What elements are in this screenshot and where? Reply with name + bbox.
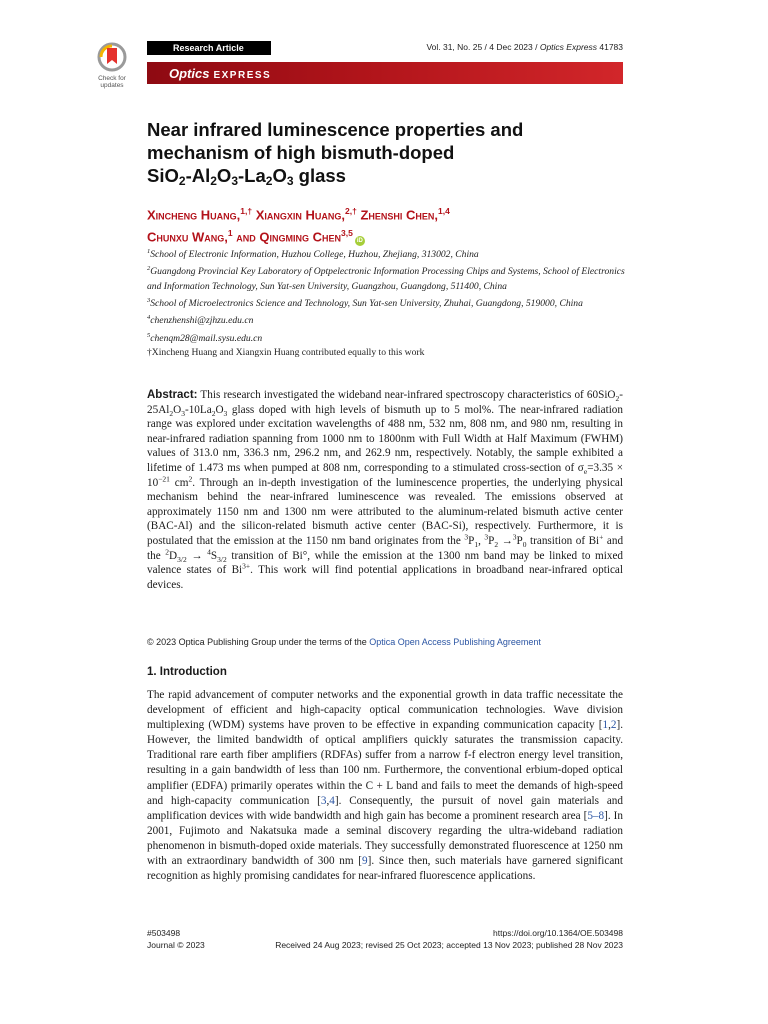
introduction-body: The rapid advancement of computer networks and the exponential growth in data traffic necessitate the development of efficient and high-capacity optical communication technologies. Wave division multiplexing (WDM) systems have proven to be effective in expanding communication capacity [1,2]. However, the limited bandwidth of optical amplifiers quickly saturates the transmission capacity. Traditional rare earth fiber amplifiers (RDFAs) suffer from a narrow f-f electron energy level transition, resulting in a gain bandwidth of less than 100 nm. Furthermore, the conventional erbium-doped optical amplifier (EDFA) primarily operates within the C + L band and fails to meet the demands of high-speed and high-capacity communication [3,4]. Consequently, the pursuit of novel gain materials and amplification devices with wide bandwidth and high gain has become a prominent research area [5–8]. In 2001, Fujimoto and Nakatsuka made a seminal discovery regarding the ultra-wideband radiation phenomenon in bismuth-doped oxide materials. They successfully demonstrated fluorescence at 1250 nm with an extraordinary bandwidth of 300 nm [9]. Since then, such materials have garnered significant recognition as highly promising candidates for near-infrared fluorescence applications. xyxy=(147,689,624,883)
author-email[interactable]: $^5$chenqm28@mail.sysu.edu.cn xyxy=(147,331,263,344)
check-for-updates-label: Check for updates xyxy=(98,75,126,89)
reference-link[interactable]: 1 xyxy=(602,719,609,732)
footer-left xyxy=(147,927,205,951)
author-name: Xiangxin Huang, xyxy=(252,207,346,223)
doi-link[interactable]: https://doi.org/10.1364/OE.503498 xyxy=(493,928,623,938)
author-name: Qingming Chen xyxy=(259,229,341,245)
reference-link[interactable]: 5–8 xyxy=(587,809,605,822)
author-list: Xincheng Huang,$^{1,\dagger}$ Xiangxin Huang,$^{2,\dagger}$ Zhenshi Chen,$^{1,4}$ Chunxu Wang,$^1$ and Qingming Chen$^{3,5}$iD xyxy=(147,206,450,245)
author-name: Xincheng Huang, xyxy=(147,207,241,223)
journal-logo: Optics EXPRESS xyxy=(169,66,272,81)
check-for-updates-badge[interactable] xyxy=(90,42,134,89)
author-name: Zhenshi Chen, xyxy=(356,207,439,223)
copyright-notice: © 2023 Optica Publishing Group under the terms of the Optica Open Access Publishing Agreement xyxy=(147,637,541,647)
journal-brand-bar xyxy=(147,62,623,84)
check-for-updates-icon xyxy=(97,42,127,74)
section-heading: 1. Introduction xyxy=(147,666,227,678)
journal-header xyxy=(147,41,623,55)
affiliation: $^3$School of Microelectronics Science and Technology, Sun Yat-sen University, Zhuhai, Guangdong, 519000, China xyxy=(147,296,583,310)
open-access-agreement-link[interactable]: Optica Open Access Publishing Agreement xyxy=(369,637,541,647)
reference-link[interactable]: 9 xyxy=(362,855,368,868)
publication-dates: Received 24 Aug 2023; revised 25 Oct 2023; accepted 13 Nov 2023; published 28 Nov 2023 xyxy=(275,940,623,950)
reference-link[interactable]: 2 xyxy=(610,719,617,732)
abstract: Abstract: This research investigated the wideband near-infrared spectroscopy characteristics of $60SiO_2-25Al_2O_3-10La_2O_3$ glass doped with high levels of bismuth up to 5 mol%. The near-infrared radiation range was explored under excitation wavelengths of 488 nm, 532 nm, 808 nm, and 980 nm, resulting in near-infrared radiation spanning from 1000 nm to 1800nm with Full Width at Half Maximum (FWHM) values of 313.0 nm, 336.3 nm, 296.2 nm, and 262.9 nm, respectively. Notably, the sample exhibited a lifetime of 1.473 ms when pumped at 808 nm, corresponding to a stimulated cross-section of $\sigma_e=3.35 \times 10^{-21}$ $cm^2$. Through an in-depth investigation of the luminescence properties, the underlying physical mechanism behind the near-infrared luminescence was revealed. The emissions observed at approximately 1150 nm and 1300 nm were attributed to the aluminum-related bismuth active center (BAC-Al) and the silicon-related bismuth active center (BAC-Si), respectively. Furthermore, it is postulated that the emission at the 1150 nm band originates from the $^3P_1$, $^3P_2 \to^3P_0$ transition of Bi+ and the $^2D_{3/2} \to ^4S_{3/2}$ transition of Bi°, while the emission at the 1300 nm band may be linked to mixed valence states of $Bi^{3+}$. This work will find potential applications in broadband near-infrared optical devices. xyxy=(147,389,624,591)
author-name: Chunxu Wang, xyxy=(147,229,228,245)
article-id: #503498 xyxy=(147,928,181,938)
citation-line: Vol. 31, No. 25 / 4 Dec 2023 / Optics Express 41783 xyxy=(426,42,623,52)
journal-copyright: Journal © 2023 xyxy=(147,940,205,950)
orcid-icon[interactable]: iD xyxy=(356,237,363,244)
affiliations xyxy=(147,245,625,360)
affiliation: $^2$Guangdong Provincial Key Laboratory of Optpelectronic Information Processing Chips and Systems, School of Electronics and Information Technology, Sun Yat-sen University, Guangzhou, Guangdong, 511400, China xyxy=(147,265,625,292)
reference-link[interactable]: 4 xyxy=(329,794,335,807)
author-email[interactable]: $^4$chenzhenshi@zjhzu.edu.cn xyxy=(147,314,254,327)
reference-link[interactable]: 3 xyxy=(320,794,327,807)
article-type-badge: Research Article xyxy=(147,41,271,55)
article-title: Near infrared luminescence properties and mechanism of high bismuth-doped $SiO_2-Al_2O_3-La_2O_3$ glass xyxy=(147,119,524,188)
abstract-label: Abstract: xyxy=(147,389,198,401)
footer-right xyxy=(275,927,623,951)
equal-contribution-note: †Xincheng Huang and Xiangxin Huang contributed equally to this work xyxy=(147,347,425,359)
affiliation: $^1$School of Electronic Information, Huzhou College, Huzhou, Zhejiang, 313002, China xyxy=(147,248,479,261)
